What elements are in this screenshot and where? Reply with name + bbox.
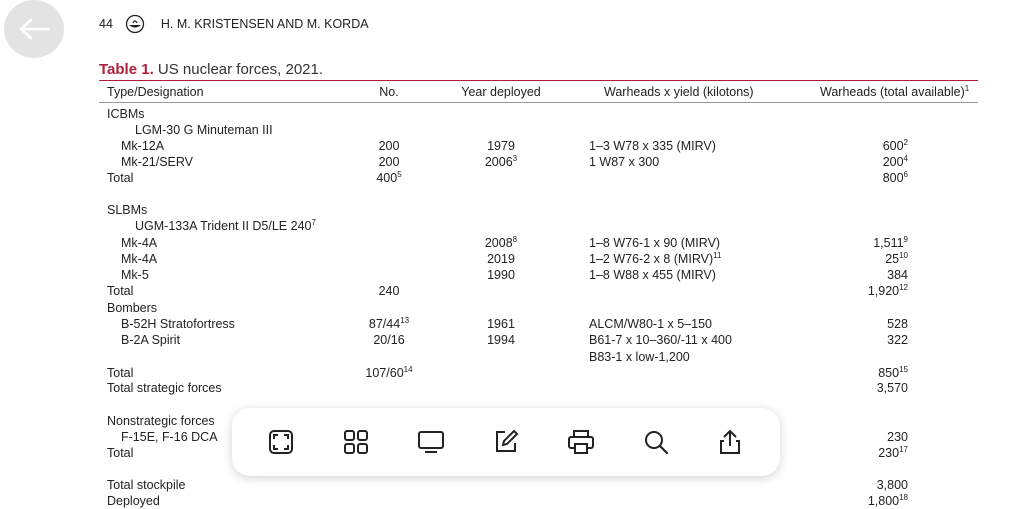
col-header-warheads-yield: Warheads x yield (kilotons) [604,85,754,99]
cell-no: 200 [378,155,400,169]
cell-year: 1979 [487,139,515,153]
cell-warheads-total: $600^2$ [882,137,908,153]
cell-type: Deployed [107,494,160,508]
col-header-year: Year deployed [461,85,541,99]
col-header-no: No. [379,85,399,99]
cell-year: 2019 [487,252,515,266]
cell-warheads-total: 322 [887,333,908,347]
cell-warheads-total: 1,920$^{12}$ [867,282,908,298]
cell-warheads-yield: 1–8 W88 x 455 (MIRV) [589,268,716,282]
arrow-left-icon [18,17,50,41]
cell-type: Total stockpile [107,478,186,492]
search-icon[interactable] [636,422,676,462]
cell-warheads-total: $850^{15}$ [878,364,908,380]
cell-warheads-total: $800^6$ [882,169,908,185]
cell-warheads-yield: 1 W87 x 300 [589,155,660,169]
cell-type: Mk-5 [121,268,149,282]
table-row [0,380,1009,396]
share-icon[interactable] [710,422,750,462]
cell-warheads-total: 1,800$^{18}$ [867,492,908,508]
cell-year: 1961 [487,317,515,331]
table-title [99,61,323,78]
table-row [0,332,1009,348]
cell-no: $87/44^{13}$ [368,315,410,331]
table-row [0,300,1009,316]
table-label: Table 1. [99,61,154,78]
cell-type: Mk-4A [121,252,158,266]
cell-no: 240 [378,284,400,298]
cell-no: 200 [378,139,400,153]
table-caption: US nuclear forces, 2021. [157,61,324,78]
col-header-warheads-total: Warheads (total available)$^1$ [820,83,970,99]
cell-warheads-total: 528 [887,317,908,331]
table-row [0,316,1009,332]
cell-warheads-yield: 1–3 W78 x 335 (MIRV) [589,139,716,153]
cell-warheads-yield: B61-7 x 10–360/-11 x 400 [589,333,732,347]
table-row [0,365,1009,381]
bottom-toolbar [232,408,780,476]
cell-warheads-yield: 1–8 W76-1 x 90 (MIRV) [589,236,721,250]
table-header-rule [99,102,978,103]
table-row [0,235,1009,251]
cell-type: Mk-4A [121,236,158,250]
cell-type: B-2A Spirit [121,333,181,347]
page-number: 44 [99,17,113,31]
cell-warheads-total: 3,800 [876,478,908,492]
cell-type: Mk-21/SERV [121,155,194,169]
table-row [0,122,1009,138]
cell-warheads-yield: 1–2 W76-2 x 8 (MIRV)$^{11}$ [589,250,722,266]
cell-type: Total [107,446,134,460]
cell-type: Total [107,366,134,380]
cell-type: F-15E, F-16 DCA [121,430,218,444]
table-row [0,349,1009,365]
col-header-type: Type/Designation [107,85,204,99]
cell-type: SLBMs [107,203,148,217]
table-row [0,106,1009,122]
cell-type: B-52H Stratofortress [121,317,235,331]
cell-no: $107/60^{14}$ [365,364,413,380]
table-top-rule [99,80,978,81]
journal-logo-icon [125,14,145,34]
table-row [0,493,1009,509]
cell-type: UGM-133A Trident II D5/LE $240^7$ [135,217,316,233]
cell-year: 1990 [487,268,515,282]
cell-warheads-total: 384 [887,268,908,282]
table-row [0,138,1009,154]
cell-warheads-yield: ALCM/W80-1 x 5–150 [589,317,712,331]
cell-warheads-total: 230 [887,430,908,444]
table-row [0,170,1009,186]
cell-warheads-total: $25^{10}$ [885,250,908,266]
cell-type: Bombers [107,301,158,315]
cell-type: ICBMs [107,107,145,121]
cell-type: Total [107,284,134,298]
cell-year: 1994 [487,333,515,347]
cell-warheads-total: 3,570 [876,381,908,395]
edit-icon[interactable] [486,422,526,462]
table-header-row [0,84,1009,100]
back-button[interactable] [4,0,64,58]
cell-no: 20/16 [373,333,405,347]
table-row [0,283,1009,299]
grid-icon[interactable] [336,422,376,462]
fullscreen-icon[interactable] [261,422,301,462]
table-row [0,202,1009,218]
cell-type: Total [107,171,134,185]
cell-no: $400^5$ [376,169,402,185]
table-row [0,477,1009,493]
print-icon[interactable] [561,422,601,462]
table-row [0,267,1009,283]
cell-warheads-yield: B83-1 x low-1,200 [589,350,690,364]
table-row [0,218,1009,234]
cell-warheads-total: $230^{17}$ [878,444,908,460]
cell-year: 2006$^3$ [484,153,518,169]
table-row [0,154,1009,170]
cell-type: Nonstrategic forces [107,414,215,428]
cell-type: Mk-12A [121,139,165,153]
monitor-icon[interactable] [411,422,451,462]
cell-warheads-total: 1,511$^9$ [873,234,908,250]
cell-type: Total strategic forces [107,381,222,395]
page-header [99,14,369,34]
running-authors: H. M. KRISTENSEN AND M. KORDA [160,17,369,31]
cell-type: LGM-30 G Minuteman III [135,123,273,137]
table-row [0,251,1009,267]
cell-warheads-total: $200^4$ [882,153,908,169]
cell-year: 2008$^8$ [484,234,518,250]
